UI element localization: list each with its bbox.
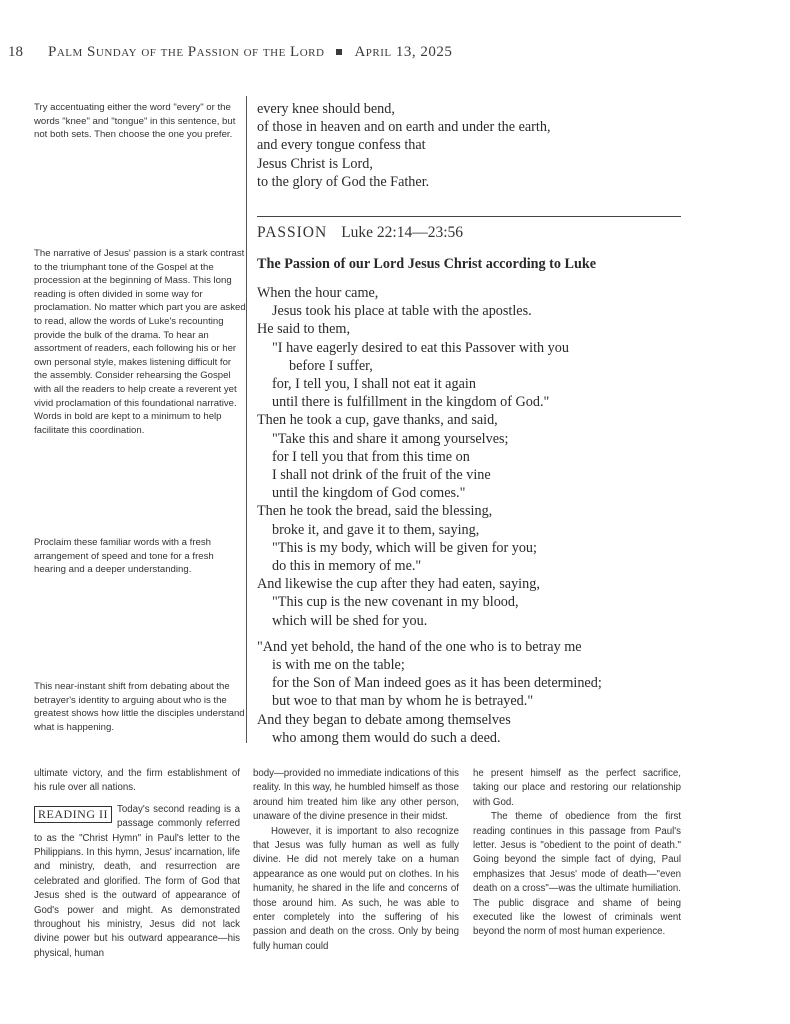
verse-line: for the Son of Man indeed goes as it has been determined; <box>272 675 602 692</box>
commentary-column-2 <box>253 767 459 954</box>
reading-ii-badge: READING II <box>34 806 112 823</box>
verse-line: Then he took a cup, gave thanks, and said, <box>257 412 498 429</box>
commentary-text: Today's second reading is a passage commonly referred to as the "Christ Hymn" in Paul's letter to the Philippians. In this hymn, Jesus' incarnation, life and ministry, death, and resurrection are celebrated and glorified. The form of God that Jesus shed is the outward of appearance of God's power and might. As demonstrated throughout his ministry, Jesus did not lack divine power but his outward appearance—his physical, human <box>34 803 240 959</box>
passion-label: PASSION <box>257 224 328 241</box>
verse-line: Jesus Christ is Lord, <box>257 155 373 172</box>
verse-line: "This cup is the new covenant in my blood, <box>272 594 519 611</box>
verse-line: broke it, and gave it to them, saying, <box>272 521 480 538</box>
passion-heading <box>257 224 463 242</box>
verse-line: every knee should bend, <box>257 101 395 117</box>
verse-line: I shall not drink of the fruit of the vine <box>272 467 491 484</box>
running-header <box>8 44 768 61</box>
header-title: Palm Sunday of the Passion of the Lord <box>48 44 325 60</box>
section-rule <box>257 216 681 217</box>
verse-line: for I tell you that from this time on <box>272 448 470 465</box>
verse-line: who among them would do such a deed. <box>272 729 501 746</box>
commentary-paragraph: body—provided no immediate indications of this reality. In this way, he humbled himself as those around him treated him like any other person, unaware of the divine presence in their midst. <box>253 768 459 823</box>
verse-line: He said to them, <box>257 321 350 338</box>
verse-line: before I suffer, <box>289 357 373 374</box>
verse-line: And likewise the cup after they had eaten, saying, <box>257 576 540 593</box>
commentary-paragraph: However, it is important to also recognize that Jesus was fully human as well as fully divine. He did not merely take on a human appearance as one would put on clothes. In his humanity, he shared in the life and concerns of those around him. As such, he was able to enter completely into the suffering of his passion and death on the cross. Only by being fully human could <box>253 825 459 952</box>
verse-line: to the glory of God the Father. <box>257 173 430 190</box>
commentary-paragraph: he present himself as the perfect sacrifice, taking our place and restoring our relationship with God. <box>473 768 681 808</box>
verse-line: which will be shed for you. <box>272 612 428 629</box>
header-date: April 13, 2025 <box>354 44 453 60</box>
column-divider <box>246 96 247 743</box>
separator-square-icon <box>336 49 342 55</box>
verse-line: Jesus took his place at table with the apostles. <box>272 303 532 320</box>
commentary-column-3 <box>473 767 681 940</box>
margin-note: Proclaim these familiar words with a fresh arrangement of speed and tone for a fresh hearing and a deeper understanding. <box>34 537 214 576</box>
verse-line: of those in heaven and on earth and under the earth, <box>257 119 551 136</box>
page-number: 18 <box>8 44 23 60</box>
passion-citation: Luke 22:14—23:56 <box>341 224 464 241</box>
verse-line: "I have eagerly desired to eat this Passover with you <box>272 339 569 356</box>
commentary-paragraph: The theme of obedience from the first reading continues in this passage from Paul's letter. Jesus is "obedient to the point of death." Going beyond the simple fact of dying, Paul emphasizes that Jesus' mode of death—"even death on a cross"—was the ultimate humiliation. The public disgrace and shame of being executed like the lowest of criminals went beyond the norm of most human experience. <box>473 811 681 938</box>
margin-note: The narrative of Jesus' passion is a stark contrast to the triumphant tone of the Gospel at the procession at the beginning of Mass. This long reading is often divided in some way for proclamation. No matter which part you are asked to read, allow the words of Luke's recounting provide the bulk of the drama. To hear an assortment of readers, each following his or her own personal style, makes listening difficult for the assembly. Consider rehearsing the Gospel with all the readers to help create a reverent yet vivid proclamation of this foundational narrative. Words in bold are kept to a minimum to help facilitate this coordination. <box>34 248 246 436</box>
philippians-passage <box>257 100 551 191</box>
verse-line: until there is fulfillment in the kingdom of God." <box>272 394 550 411</box>
commentary-paragraph: ultimate victory, and the firm establishment of his rule over all nations. <box>34 768 240 794</box>
verse-line: but woe to that man by whom he is betrayed." <box>272 693 534 710</box>
verse-line: Then he took the bread, said the blessing, <box>257 503 493 520</box>
margin-note: This near-instant shift from debating about the betrayer's identity to arguing about who is the greatest shows how little the disciples understand what is happening. <box>34 681 245 733</box>
verse-line: When the hour came, <box>257 285 379 301</box>
verse-line: is with me on the table; <box>272 657 405 674</box>
margin-note: Try accentuating either the word "every" or the words "knee" and "tongue" in this sentence, but not both sets. Then choose the one you prefer. <box>34 102 236 141</box>
passion-text <box>257 284 602 747</box>
verse-line: and every tongue confess that <box>257 137 426 154</box>
verse-line: do this in memory of me." <box>272 558 422 575</box>
commentary-column-1 <box>34 767 240 961</box>
commentary-paragraph <box>34 803 240 961</box>
verse-line: for, I tell you, I shall not eat it again <box>272 376 476 393</box>
verse-line: "Take this and share it among yourselves; <box>272 430 509 447</box>
verse-line: And they began to debate among themselves <box>257 711 511 728</box>
verse-line: "And yet behold, the hand of the one who is to betray me <box>257 638 582 655</box>
verse-line: until the kingdom of God comes." <box>272 485 466 502</box>
verse-line: "This is my body, which will be given for you; <box>272 539 537 556</box>
passion-subtitle: The Passion of our Lord Jesus Christ according to Luke <box>257 256 597 272</box>
